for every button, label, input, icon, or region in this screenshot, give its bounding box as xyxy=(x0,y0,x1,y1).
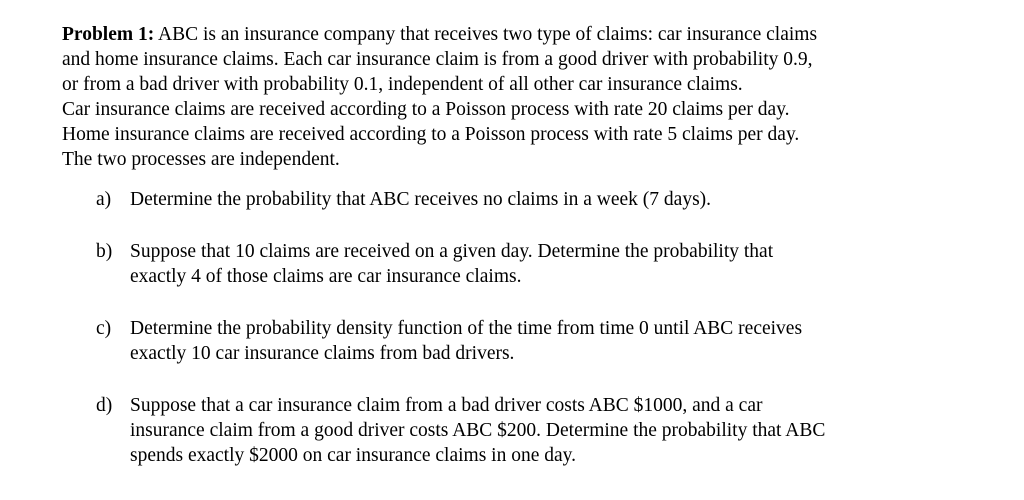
part-a-label: a) xyxy=(96,189,112,210)
part-b-line-2: exactly 4 of those claims are car insurance claims. xyxy=(130,266,522,287)
intro-line-1-text: ABC is an insurance company that receives two type of claims: car insurance claims xyxy=(154,24,818,45)
part-c xyxy=(62,316,962,366)
part-d-line-2: insurance claim from a good driver costs ABC $200. Determine the probability that ABC xyxy=(130,420,826,441)
problem-heading: Problem 1: xyxy=(62,24,155,45)
intro-line-6: The two processes are independent. xyxy=(62,149,340,170)
intro-line-4: Car insurance claims are received according to a Poisson process with rate 20 claims per day. xyxy=(62,99,790,120)
part-b-line-1: Suppose that 10 claims are received on a given day. Determine the probability that xyxy=(130,241,774,262)
part-b xyxy=(62,239,962,289)
problem-statement xyxy=(62,22,962,172)
problem-document xyxy=(62,22,962,468)
intro-line-2: and home insurance claims. Each car insurance claim is from a good driver with probability 0.9, xyxy=(62,49,813,70)
intro-line-1 xyxy=(62,22,962,47)
part-d-line-1: Suppose that a car insurance claim from a bad driver costs ABC $1000, and a car xyxy=(130,395,763,416)
part-d-line-3: spends exactly $2000 on car insurance claims in one day. xyxy=(130,445,577,466)
intro-line-5: Home insurance claims are received according to a Poisson process with rate 5 claims per day. xyxy=(62,124,800,145)
part-a-line-1: Determine the probability that ABC receives no claims in a week (7 days). xyxy=(130,189,712,210)
part-c-line-1: Determine the probability density function of the time from time 0 until ABC receives xyxy=(130,318,803,339)
part-d-label: d) xyxy=(96,395,113,416)
problem-parts-list xyxy=(62,187,962,468)
part-a xyxy=(62,187,962,212)
part-b-label: b) xyxy=(96,241,113,262)
part-c-line-2: exactly 10 car insurance claims from bad drivers. xyxy=(130,343,515,364)
part-d xyxy=(62,393,962,468)
part-c-label: c) xyxy=(96,318,112,339)
intro-line-3: or from a bad driver with probability 0.1, independent of all other car insurance claims. xyxy=(62,74,743,95)
